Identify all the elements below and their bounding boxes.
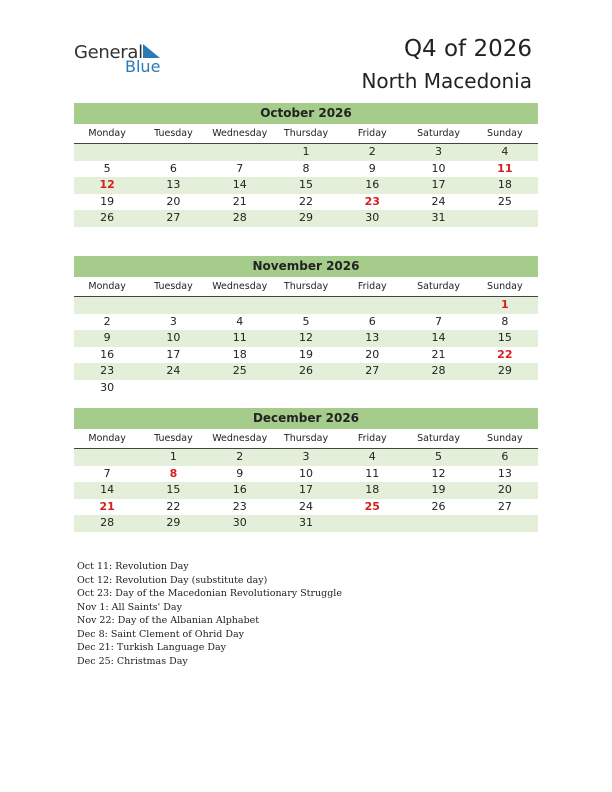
day-cell: 4 (368, 450, 376, 463)
day-cell: 17 (298, 483, 313, 496)
day-cell: 21 (431, 347, 446, 361)
day-cell (74, 449, 140, 466)
day-cell: 4 (236, 314, 244, 328)
week-row (74, 466, 538, 483)
day-cell: 26 (298, 364, 313, 377)
day-cell: 19 (100, 194, 115, 208)
month-calendar-december (74, 408, 538, 532)
weekday-label: Tuesday (154, 433, 193, 444)
day-cell: 14 (100, 483, 115, 496)
day-cell: 18 (232, 347, 247, 361)
day-cell: 9 (236, 466, 244, 480)
holiday-day-cell: 22 (497, 347, 513, 361)
day-cell: 3 (435, 145, 443, 158)
day-cell: 12 (431, 466, 446, 480)
day-cell: 21 (232, 194, 247, 208)
day-cell: 18 (365, 483, 380, 496)
day-cell: 22 (166, 499, 181, 513)
day-cell: 28 (431, 364, 446, 377)
week-row (74, 177, 538, 194)
weekday-label: Tuesday (154, 128, 193, 139)
week-row (74, 330, 538, 347)
holiday-note: Nov 22: Day of the Albanian Alphabet (77, 615, 260, 626)
day-cell (140, 297, 206, 314)
weekday-label: Saturday (417, 281, 460, 292)
day-cell: 17 (431, 178, 446, 191)
day-cell: 24 (431, 194, 446, 208)
day-cell: 19 (431, 483, 446, 496)
month-title: October 2026 (74, 103, 538, 124)
day-cell: 14 (431, 331, 446, 344)
day-cell: 13 (166, 178, 181, 191)
day-cell: 26 (431, 499, 446, 513)
day-cell: 18 (497, 178, 512, 191)
day-cell: 8 (501, 314, 509, 328)
holiday-day-cell: 12 (99, 178, 115, 191)
weekday-label: Sunday (487, 281, 523, 292)
day-cell (405, 380, 471, 397)
day-cell: 13 (365, 331, 380, 344)
day-cell (74, 297, 140, 314)
day-cell: 5 (435, 450, 443, 463)
month-title: November 2026 (74, 256, 538, 277)
day-cell (472, 380, 538, 397)
day-cell: 7 (103, 466, 111, 480)
country-name: North Macedonia (361, 69, 532, 93)
week-row (74, 363, 538, 380)
day-cell: 2 (103, 314, 111, 328)
day-cell: 27 (365, 364, 380, 377)
day-cell (273, 380, 339, 397)
logo-general-text: General (74, 42, 143, 63)
week-row (74, 380, 538, 397)
holiday-note: Oct 11: Revolution Day (77, 561, 189, 572)
weekday-label: Sunday (487, 128, 523, 139)
holiday-day-cell: 1 (501, 298, 509, 311)
day-cell: 10 (166, 331, 181, 344)
holiday-day-cell: 21 (99, 499, 115, 513)
day-cell: 10 (298, 466, 313, 480)
day-cell (207, 297, 273, 314)
holiday-day-cell: 11 (497, 161, 513, 175)
day-cell: 29 (497, 364, 512, 377)
weekday-label: Monday (88, 281, 126, 292)
day-cell: 24 (166, 364, 181, 377)
weekday-label: Monday (88, 128, 126, 139)
week-row (74, 449, 538, 466)
day-cell: 6 (501, 450, 509, 463)
weekday-label: Monday (88, 433, 126, 444)
day-cell: 31 (298, 516, 313, 529)
day-cell: 15 (298, 178, 313, 191)
day-cell: 29 (298, 211, 313, 224)
week-row (74, 297, 538, 314)
week-row (74, 144, 538, 161)
day-cell: 15 (166, 483, 181, 496)
day-cell: 2 (236, 450, 244, 463)
day-cell (140, 144, 206, 161)
day-cell (472, 515, 538, 532)
day-cell: 13 (497, 466, 512, 480)
day-cell (405, 515, 471, 532)
day-cell: 11 (365, 466, 380, 480)
holiday-note: Dec 25: Christmas Day (77, 655, 188, 667)
day-cell (472, 210, 538, 227)
day-cell: 25 (497, 194, 512, 208)
day-cell: 29 (166, 516, 181, 529)
day-cell: 23 (100, 364, 115, 377)
day-cell: 5 (103, 161, 111, 175)
day-cell: 23 (232, 499, 247, 513)
day-cell (273, 297, 339, 314)
weekday-label: Sunday (487, 433, 523, 444)
logo-blue-text: Blue (125, 57, 161, 76)
holiday-notes (77, 560, 342, 668)
day-cell: 9 (368, 161, 376, 175)
day-cell: 8 (302, 161, 310, 175)
weekday-header-row (74, 277, 538, 297)
weekday-label: Saturday (417, 433, 460, 444)
day-cell (74, 144, 140, 161)
month-calendar-november (74, 256, 538, 396)
week-row (74, 194, 538, 211)
day-cell (207, 144, 273, 161)
holiday-note: Nov 1: All Saints' Day (77, 601, 182, 613)
weekday-label: Friday (357, 128, 387, 139)
holiday-note: Oct 23: Day of the Macedonian Revolutionary Struggle (77, 588, 342, 599)
day-cell: 27 (497, 499, 512, 513)
day-cell: 20 (365, 347, 380, 361)
day-cell (405, 297, 471, 314)
weekday-label: Wednesday (212, 281, 268, 292)
day-cell: 28 (100, 516, 115, 529)
weekday-label: Saturday (417, 128, 460, 139)
holiday-day-cell: 25 (364, 499, 380, 513)
holiday-day-cell: 23 (364, 194, 380, 208)
day-cell: 31 (431, 211, 446, 224)
week-row (74, 161, 538, 178)
weekday-label: Thursday (283, 433, 329, 444)
day-cell (140, 380, 206, 397)
day-cell: 1 (302, 145, 310, 158)
day-cell: 3 (302, 450, 310, 463)
weekday-header-row (74, 124, 538, 144)
day-cell: 28 (232, 211, 247, 224)
weekday-header-row (74, 429, 538, 449)
week-row (74, 347, 538, 364)
day-cell (207, 380, 273, 397)
day-cell: 12 (298, 331, 313, 344)
day-cell: 20 (497, 483, 512, 496)
weekday-label: Friday (357, 433, 387, 444)
day-cell: 22 (298, 194, 313, 208)
week-row (74, 314, 538, 331)
week-row (74, 482, 538, 499)
day-cell: 14 (232, 178, 247, 191)
day-cell: 24 (298, 499, 313, 513)
day-cell: 17 (166, 347, 181, 361)
month-calendar-october (74, 103, 538, 227)
weekday-label: Wednesday (212, 128, 268, 139)
generalblue-logo (74, 40, 174, 80)
month-title: December 2026 (74, 408, 538, 429)
day-cell: 16 (100, 347, 115, 361)
day-cell: 25 (232, 364, 247, 377)
holiday-day-cell: 8 (169, 466, 178, 480)
week-row (74, 499, 538, 516)
day-cell: 16 (232, 483, 247, 496)
holiday-note: Dec 21: Turkish Language Day (77, 642, 227, 653)
day-cell: 11 (232, 331, 247, 344)
day-cell (339, 515, 405, 532)
day-cell (339, 380, 405, 397)
weekday-label: Thursday (283, 281, 329, 292)
day-cell (339, 297, 405, 314)
day-cell: 6 (368, 314, 376, 328)
day-cell: 19 (298, 347, 313, 361)
day-cell: 2 (368, 145, 376, 158)
day-cell: 26 (100, 211, 115, 224)
week-row (74, 210, 538, 227)
day-cell: 5 (302, 314, 310, 328)
week-row (74, 515, 538, 532)
day-cell: 30 (365, 211, 380, 224)
weekday-label: Tuesday (154, 281, 193, 292)
day-cell: 7 (236, 161, 244, 175)
day-cell: 6 (169, 161, 177, 175)
day-cell: 4 (501, 145, 509, 158)
day-cell: 30 (232, 516, 247, 529)
day-cell: 30 (100, 380, 115, 394)
weekday-label: Wednesday (212, 433, 268, 444)
day-cell: 20 (166, 194, 181, 208)
weekday-label: Thursday (283, 128, 329, 139)
day-cell: 9 (103, 331, 111, 344)
day-cell: 16 (365, 178, 380, 191)
day-cell: 7 (435, 314, 443, 328)
day-cell: 27 (166, 211, 181, 224)
day-cell: 1 (169, 450, 177, 463)
day-cell: 15 (497, 331, 512, 344)
page-title: Q4 of 2026 (403, 36, 532, 62)
day-cell: 3 (169, 314, 177, 328)
holiday-note: Dec 8: Saint Clement of Ohrid Day (77, 628, 245, 640)
day-cell: 10 (431, 161, 446, 175)
holiday-note: Oct 12: Revolution Day (substitute day) (77, 574, 268, 586)
weekday-label: Friday (357, 281, 387, 292)
